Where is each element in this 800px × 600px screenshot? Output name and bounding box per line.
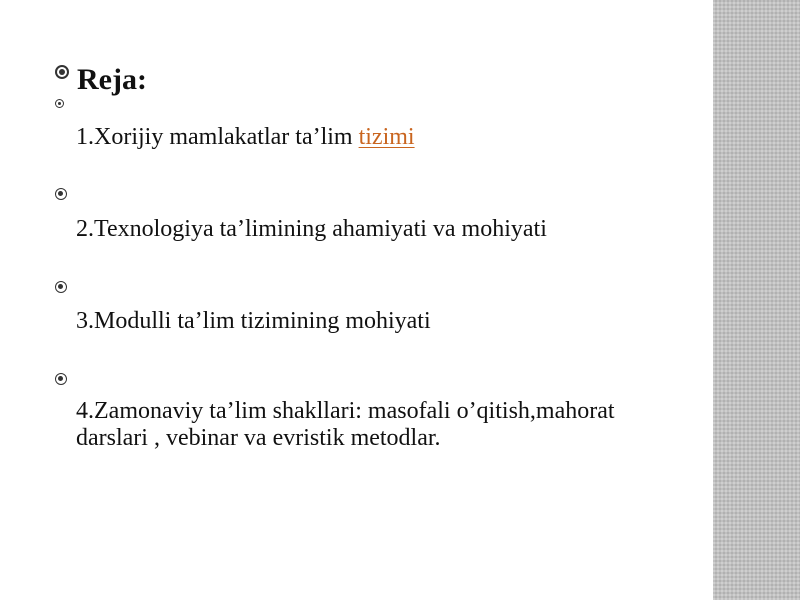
circled-dot-icon: [55, 65, 69, 79]
list-item: 2.Texnologiya ta’limining ahamiyati va mohiyati: [76, 216, 547, 242]
list-item: [76, 124, 415, 151]
circled-dot-icon: [55, 373, 67, 385]
side-panel: [713, 0, 800, 600]
circled-dot-icon: [55, 281, 67, 293]
slide-title: Reja:: [77, 63, 147, 96]
circled-dot-icon: [55, 99, 64, 108]
list-item-text: 1.Xorijiy mamlakatlar ta’lim: [76, 124, 359, 150]
list-item: 4.Zamonaviy ta’lim shakllari: masofali o’qitish,mahorat darslari , vebinar va evristik metodlar.: [76, 398, 615, 451]
tizimi-link[interactable]: tizimi: [358, 124, 415, 150]
list-item: 3.Modulli ta’lim tizimining mohiyati: [76, 308, 431, 334]
circled-dot-icon: [55, 188, 67, 200]
